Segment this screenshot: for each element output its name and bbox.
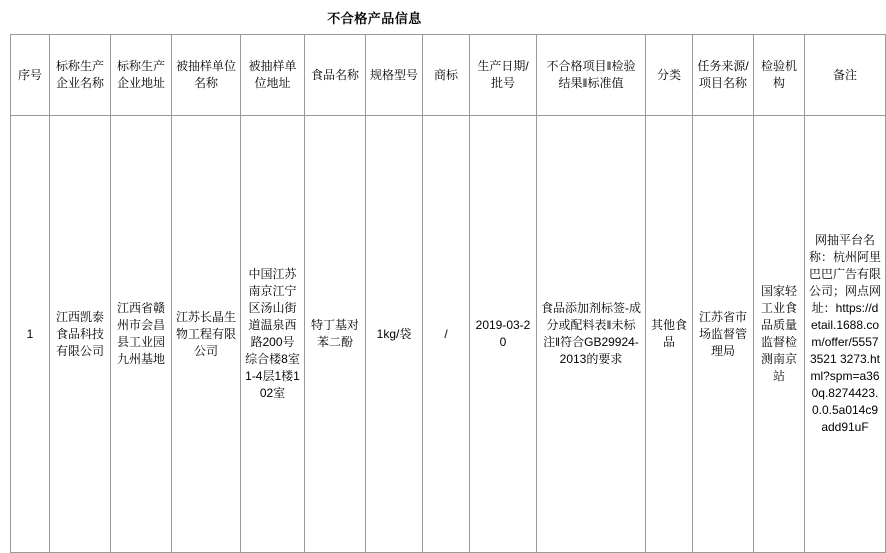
table-row: [11, 116, 886, 553]
cell-task-source: 江苏省市场监督管理局: [693, 116, 754, 553]
cell-index: 1: [11, 116, 50, 553]
table-header-row: [11, 35, 886, 116]
page-title: 不合格产品信息: [327, 11, 422, 26]
header-category: 分类: [646, 35, 693, 116]
cell-sampled-unit-address: 中国江苏南京江宁区汤山街道温泉西路200号综合楼8室1-4层1楼102室: [241, 116, 305, 553]
header-index: 序号: [11, 35, 50, 116]
header-production-date: 生产日期/批号: [470, 35, 537, 116]
cell-specification: 1kg/袋: [366, 116, 423, 553]
document-page: [0, 8, 882, 553]
header-unqualified-item: 不合格项目‖检验结果‖标准值: [537, 35, 646, 116]
header-task-source: 任务来源/项目名称: [693, 35, 754, 116]
header-trademark: 商标: [423, 35, 470, 116]
cell-production-date: 2019-03-20: [470, 116, 537, 553]
cell-inspection-agency: 国家轻工业食品质量监督检测南京站: [754, 116, 805, 553]
unqualified-product-table: [10, 34, 886, 553]
cell-unqualified-item: 食品添加剂标签-成分或配料表‖未标注‖符合GB29924-2013的要求: [537, 116, 646, 553]
header-producer-address: 标称生产企业地址: [111, 35, 172, 116]
header-food-name: 食品名称: [305, 35, 366, 116]
cell-producer-address: 江西省赣州市会昌县工业园九州基地: [111, 116, 172, 553]
header-sampled-unit-name: 被抽样单位名称: [172, 35, 241, 116]
cell-sampled-unit-name: 江苏长晶生物工程有限公司: [172, 116, 241, 553]
header-inspection-agency: 检验机构: [754, 35, 805, 116]
header-producer-name: 标称生产企业名称: [50, 35, 111, 116]
cell-remark: 网抽平台名称：杭州阿里巴巴广告有限公司；网点网址：https://detail.1688.com/offer/55573521 3273.html?spm=a360q.8274423.0.0.5a014c9add91uF: [805, 116, 886, 553]
cell-category: 其他食品: [646, 116, 693, 553]
cell-food-name: 特丁基对苯二酚: [305, 116, 366, 553]
cell-trademark: /: [423, 116, 470, 553]
header-remark: 备注: [805, 35, 886, 116]
header-sampled-unit-address: 被抽样单位地址: [241, 35, 305, 116]
table-body: [11, 116, 886, 553]
cell-producer-name: 江西凯泰食品科技有限公司: [50, 116, 111, 553]
header-specification: 规格型号: [366, 35, 423, 116]
table-header: [11, 35, 886, 116]
